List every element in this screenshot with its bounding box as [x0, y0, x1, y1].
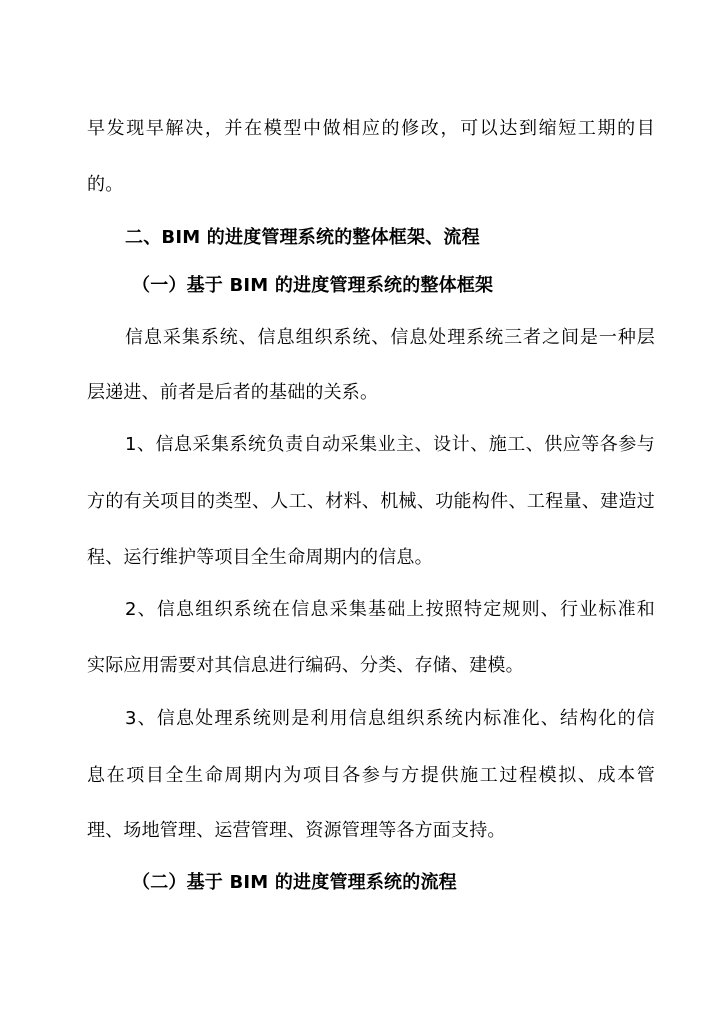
list-item-line: 1、信息采集系统负责自动采集业主、设计、施工、供应等各参与 — [125, 434, 655, 455]
list-item-line: 实际应用需要对其信息进行编码、分类、存储、建模。 — [87, 655, 524, 676]
list-item-line: 程、运行维护等项目全生命周期内的信息。 — [87, 547, 433, 568]
list-item-line: 理、场地管理、运营管理、资源管理等各方面支持。 — [87, 820, 506, 841]
paragraph-line: 的。 — [87, 174, 124, 195]
list-item-line: 息在项目全生命周期内为项目各参与方提供施工过程模拟、成本管 — [87, 765, 655, 786]
list-item-line: 方的有关项目的类型、人工、材料、机械、功能构件、工程量、建造过 — [87, 491, 655, 512]
list-item-line: 2、信息组织系统在信息采集基础上按照特定规则、行业标准和 — [125, 599, 655, 620]
paragraph-line: 早发现早解决，并在模型中做相应的修改，可以达到缩短工期的目 — [87, 118, 655, 139]
paragraph-line: 层递进、前者是后者的基础的关系。 — [87, 382, 379, 403]
section-heading: 二、BIM 的进度管理系统的整体框架、流程 — [125, 227, 480, 248]
subsection-heading: （二）基于 BIM 的进度管理系统的流程 — [132, 872, 457, 893]
paragraph-line: 信息采集系统、信息组织系统、信息处理系统三者之间是一种层 — [125, 327, 655, 348]
list-item-line: 3、信息处理系统则是利用信息组织系统内标准化、结构化的信 — [125, 708, 655, 729]
subsection-heading: （一）基于 BIM 的进度管理系统的整体框架 — [132, 275, 494, 296]
